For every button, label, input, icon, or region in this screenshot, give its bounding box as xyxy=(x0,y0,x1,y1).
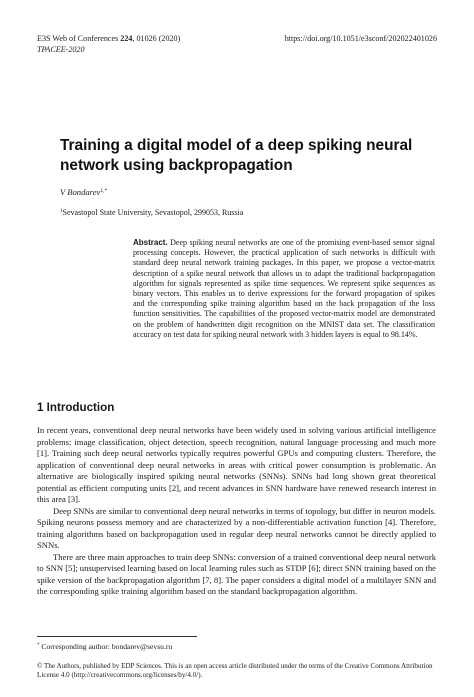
footnote xyxy=(37,642,172,651)
author-line xyxy=(60,187,107,197)
paper-title: Training a digital model of a deep spiking neural network using backpropagation xyxy=(60,137,413,174)
doi-link[interactable]: https://doi.org/10.1051/e3sconf/202022401026 xyxy=(284,34,437,43)
conference-name: TPACEE-2020 xyxy=(37,45,85,54)
author-name: V Bondarev xyxy=(60,187,101,197)
paragraph: There are three main approaches to train deep SNNs: conversion of a trained conventional deep neural network to SNN [5]; unsupervised learning based on local learning rules such as STDP [6]; direct SNN training based on the spike version of the backpropagation algorithm [7, 8]. The paper considers a digital model of a multilayer SNN and the corresponding spike training algorithm based on the standard backpropagation algorithm. xyxy=(37,551,436,596)
footnote-divider xyxy=(37,636,197,637)
footnote-mark: * xyxy=(37,643,40,648)
journal-name: E3S Web of Conferences xyxy=(37,34,119,43)
introduction-body xyxy=(37,425,436,598)
license-notice: © The Authors, published by EDP Sciences. This is an open access article distributed under the terms of the Creative Commons Attribution License 4.0 (http://creativecommons.org/licenses/by/4.0/). xyxy=(37,662,433,680)
abstract-label: Abstract. xyxy=(133,238,168,247)
article-reference: , 01026 (2020) xyxy=(132,34,181,43)
journal-citation xyxy=(37,34,180,44)
paragraph: In recent years, conventional deep neural networks have been widely used in solving various artificial intelligence problems: image classification, object detection, speech recognition, natural language processing and much more [1]. Training such deep neural networks typically requires powerful GPUs and computing clusters. Therefore, the application of conventional deep neural networks in areas with critical power consumption is problematic. An alternative are biologically inspired spiking neural networks (SNNs). SNNs had long shown great theoretical potential as efficient computing units [2], and recent advances in SNN hardware have renewed research interest in this area [3]. xyxy=(37,425,436,504)
section-heading: 1 Introduction xyxy=(37,401,115,414)
footnote-text: Corresponding author: bondarev@sevsu.ru xyxy=(41,642,173,651)
paragraph: Deep SNNs are similar to conventional deep neural networks in terms of topology, but differ in neuron models. Spiking neurons possess memory and are characterized by a non-differentiable activation function [4]. Therefore, training algorithms based on backpropagation used in regular deep neural networks cannot be directly applied to SNNs. xyxy=(37,505,436,550)
abstract-text: Deep spiking neural networks are one of the promising event-based sensor signal processing concepts. However, the practical application of such networks is difficult with standard deep neural network training packages. In this paper, we propose a vector-matrix description of a spike neural network that allows us to adapt the traditional backpropagation algorithm for signals represented as spike time sequences. We represent spike sequences as binary vectors. This enables us to derive expressions for the forward propagation of spikes and the corresponding spike training algorithm based on the back propagation of the loss function sensitivities. The capabilities of the proposed vector-matrix model are demonstrated on the problem of handwritten digit recognition on the MNIST data set. The classification accuracy on test data for spiking neural network with 3 hidden layers is equal to 98.14%. xyxy=(133,238,435,339)
abstract xyxy=(133,238,435,340)
affiliation-text: Sevastopol State University, Sevastopol, 299053, Russia xyxy=(62,208,244,217)
affiliation xyxy=(60,208,243,217)
author-marks: 1,* xyxy=(100,188,108,194)
affiliation-mark: 1 xyxy=(60,209,63,214)
journal-volume: 224 xyxy=(120,34,133,43)
